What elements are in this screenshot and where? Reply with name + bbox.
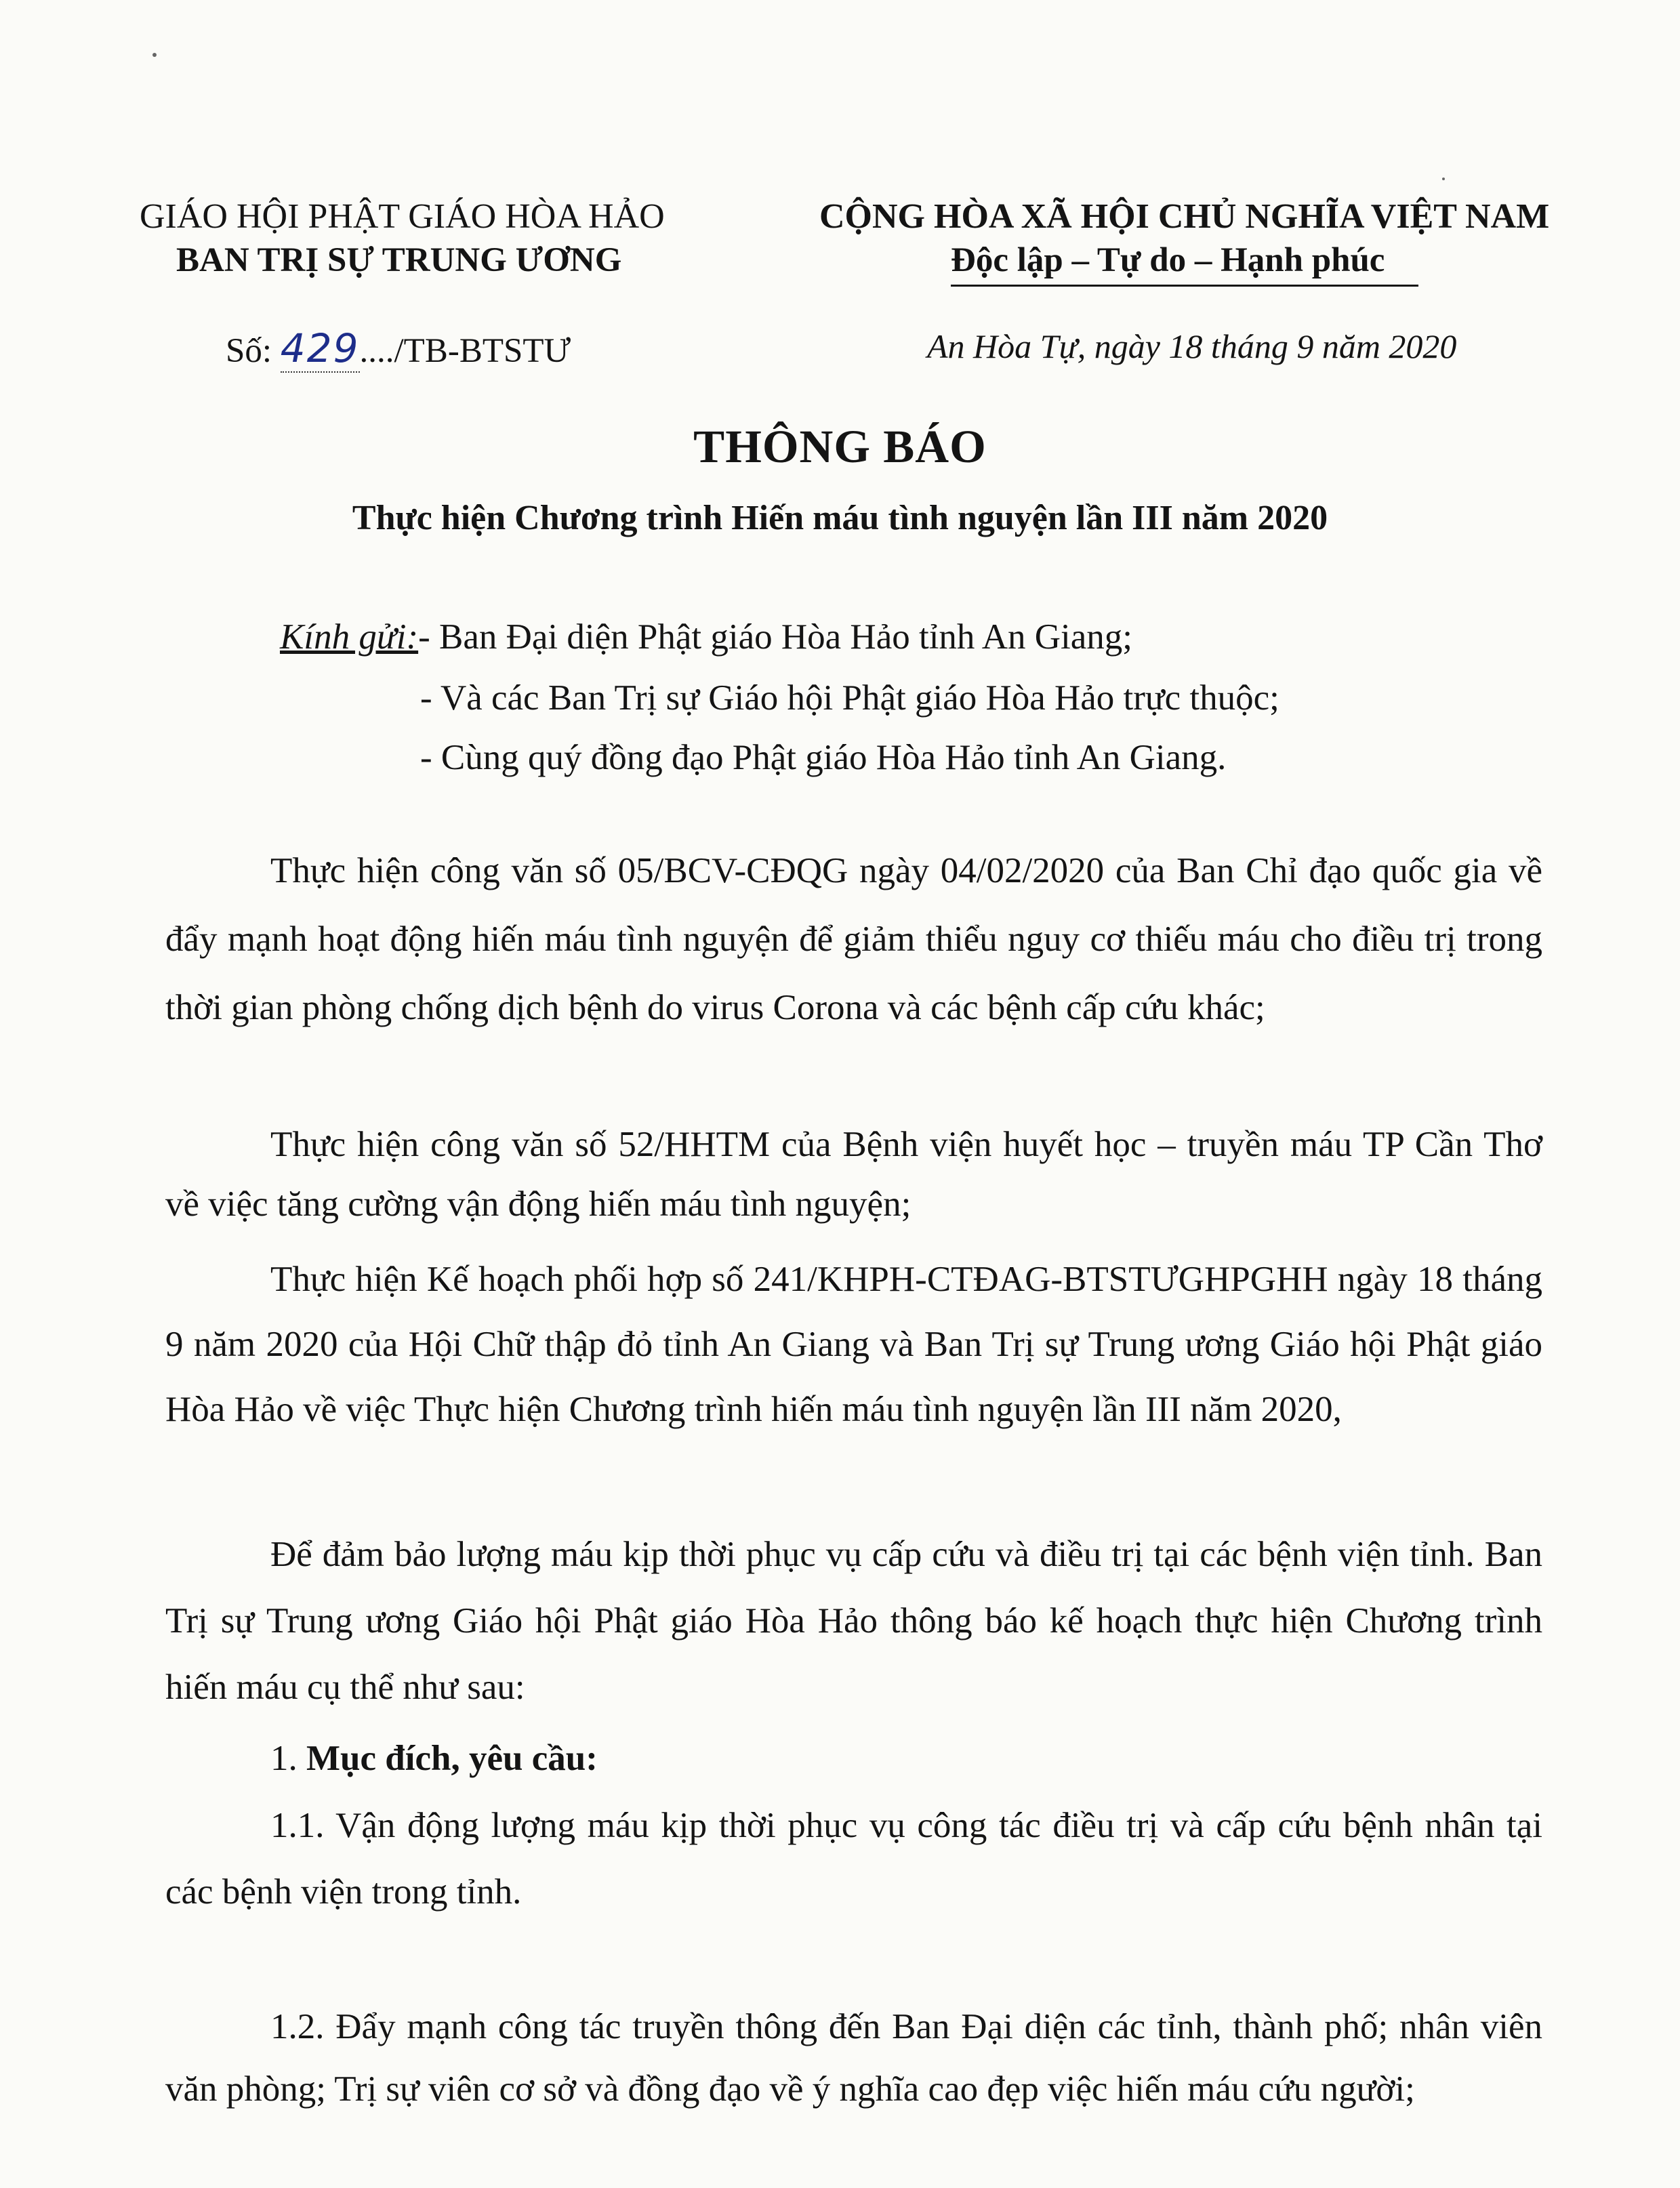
org-name: GIÁO HỘI PHẬT GIÁO HÒA HẢO — [140, 197, 665, 236]
handwritten-number: 429 — [280, 325, 360, 371]
paragraph-text: Thực hiện công văn số 52/HHTM của Bệnh viện huyết học – truyền máu TP Cần Thơ về việc tăng cường vận động hiến máu tình nguyện; — [165, 1125, 1542, 1224]
place-date: An Hòa Tự, ngày 18 tháng 9 năm 2020 — [927, 327, 1457, 365]
section-title: Mục đích, yêu cầu: — [306, 1739, 598, 1778]
paragraph-2 — [165, 1115, 1542, 1234]
document-subtitle: Thực hiện Chương trình Hiến máu tình nguyện lần III năm 2020 — [352, 499, 1328, 537]
paragraph-text: Thực hiện công văn số 05/BCV-CĐQG ngày 04/02/2020 của Ban Chỉ đạo quốc gia về đẩy mạnh hoạt động hiến máu tình nguyện để giảm thiểu nguy cơ thiếu máu cho điều trị trong thời gian phòng chống dịch bệnh do virus Corona và các bệnh cấp cứu khác; — [165, 851, 1542, 1027]
paragraph-3 — [165, 1247, 1542, 1442]
recipient-label: Kính gửi: — [280, 617, 419, 657]
paper-speck — [152, 53, 157, 57]
document-number — [226, 325, 571, 373]
org-department: BAN TRỊ SỰ TRUNG ƯƠNG — [176, 241, 622, 279]
section-heading-text — [165, 1725, 1542, 1793]
motto-underline — [951, 285, 1418, 287]
recipient-line-2: - Và các Ban Trị sự Giáo hội Phật giáo Hòa Hảo trực thuộc; — [420, 678, 1279, 718]
section-number: 1. — [270, 1739, 306, 1778]
paragraph-4 — [165, 1521, 1542, 1720]
paragraph-text: Để đảm bảo lượng máu kịp thời phục vụ cấp cứu và điều trị tại các bệnh viện tỉnh. Ban Trị sự Trung ương Giáo hội Phật giáo Hòa Hảo thông báo kế hoạch thực hiện Chương trình hiến máu cụ thể như sau: — [165, 1535, 1542, 1707]
recipient-line-1 — [280, 617, 1132, 657]
number-prefix: Số: — [226, 332, 281, 370]
paper-speck — [1442, 178, 1445, 180]
paragraph-text: 1.2. Đẩy mạnh công tác truyền thông đến Ban Đại diện các tỉnh, thành phố; nhân viên văn phòng; Trị sự viên cơ sở và đồng đạo về ý nghĩa cao đẹp việc hiến máu cứu người; — [165, 2007, 1542, 2109]
paragraph-1-2 — [165, 1996, 1542, 2120]
recipient-line-3: - Cùng quý đồng đạo Phật giáo Hòa Hảo tỉnh An Giang. — [420, 738, 1227, 777]
paragraph-text: 1.1. Vận động lượng máu kịp thời phục vụ công tác điều trị và cấp cứu bệnh nhân tại các bệnh viện trong tỉnh. — [165, 1806, 1542, 1912]
paragraph-1-1 — [165, 1792, 1542, 1925]
paragraph-text: Thực hiện Kế hoạch phối hợp số 241/KHPH-CTĐAG-BTSTƯGHPGHH ngày 18 tháng 9 năm 2020 của Hội Chữ thập đỏ tỉnh An Giang và Ban Trị sự Trung ương Giáo hội Phật giáo Hòa Hảo về việc Thực hiện Chương trình hiến máu tình nguyện lần III năm 2020, — [165, 1260, 1542, 1429]
recipient-text: - Ban Đại diện Phật giáo Hòa Hảo tỉnh An Giang; — [418, 617, 1133, 657]
nation-name: CỘNG HÒA XÃ HỘI CHỦ NGHĨA VIỆT NAM — [819, 197, 1550, 236]
nation-motto: Độc lập – Tự do – Hạnh phúc — [951, 241, 1385, 279]
section-1-heading — [165, 1725, 1542, 1793]
number-suffix: ..../TB-BTSTƯ — [359, 332, 571, 370]
paragraph-1 — [165, 837, 1542, 1042]
document-title: THÔNG BÁO — [693, 421, 987, 472]
